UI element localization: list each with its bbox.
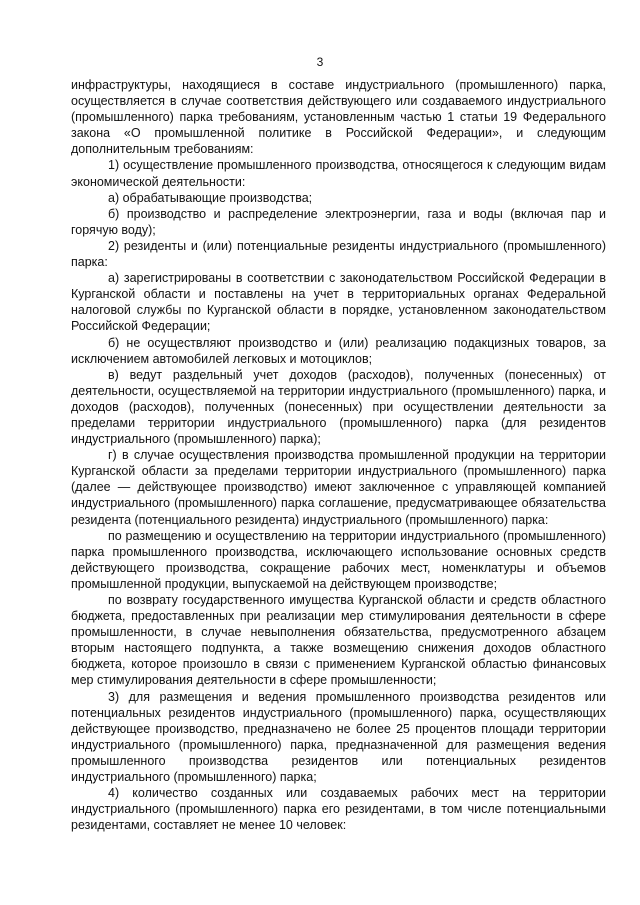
paragraph: б) не осуществляют производство и (или) реализацию подакцизных товаров, за исключением автомобилей легковых и мотоциклов;	[71, 335, 606, 366]
paragraph: по размещению и осуществлению на территории индустриального (промышленного) парка промышленного производства, исключающего использование основных средств действующего производства, сокращение рабочих мест, номенклатуры и объемов промышленной продукции, выпускаемой на действующем производстве;	[71, 528, 606, 591]
document-body	[71, 77, 606, 833]
paragraph: г) в случае осуществления производства промышленной продукции на территории Курганской области за пределами территории индустриального (промышленного) парка (далее — действующее производство) имеют заключенное с управляющей компанией индустриального (промышленного) парка соглашение, предусматривающее обязательства резидента (потенциального резидента) индустриального (промышленного) парка:	[71, 448, 606, 527]
paragraph: 2) резиденты и (или) потенциальные резиденты индустриального (промышленного) парка:	[71, 238, 606, 270]
paragraph: б) производство и распределение электроэнергии, газа и воды (включая пар и горячую воду);	[71, 206, 606, 237]
paragraph: по возврату государственного имущества Курганской области и средств областного бюджета, предоставленных при реализации мер стимулирования деятельности в сфере промышленности, в случае невыполнения обязательства, предусмотренного абзацем вторым настоящего подпункта, а также возмещению снижения доходов областного бюджета, которое произошло в связи с применением Курганской областью финансовых мер стимулирования деятельности в сфере промышленности;	[71, 593, 606, 688]
paragraph: в) ведут раздельный учет доходов (расходов), полученных (понесенных) от деятельности, осуществляемой на территории индустриального (промышленного) парка, и доходов (расходов), полученных (понесенных) при осуществлении деятельности за пределами территории индустриального (промышленного) парка (для резидентов индустриального (промышленного) парка);	[71, 367, 606, 447]
paragraph: 4) количество созданных или создаваемых рабочих мест на территории индустриального (промышленного) парка его резидентами, в том числе потенциальными резидентами, составляет не менее 10 человек:	[71, 786, 606, 833]
paragraph: 1) осуществление промышленного производства, относящегося к следующим видам экономической деятельности:	[71, 158, 606, 189]
paragraph: а) обрабатывающие производства;	[108, 190, 313, 205]
paragraph: инфраструктуры, находящиеся в составе индустриального (промышленного) парка, осуществляется в случае соответствия действующего или создаваемого индустриального (промышленного) парка требованиям, установленным частью 1 статьи 19 Федерального закона «О промышленной политике в Российской Федерации», и следующим дополнительным требованиям:	[71, 78, 606, 157]
page-number: 3	[316, 55, 324, 69]
paragraph: а) зарегистрированы в соответствии с законодательством Российской Федерации в Курганской области и поставлены на учет в территориальных органах Федеральной налоговой службы по Курганской области в порядке, установленном законодательством Российской Федерации;	[71, 271, 606, 334]
paragraph: 3) для размещения и ведения промышленного производства резидентов или потенциальных резидентов индустриального (промышленного) парка, осуществляющих действующее производство, предназначено не более 25 процентов площади территории индустриального (промышленного) парка, предназначенной для размещения ведения промышленного производства резидентов или потенциальных резидентов индустриального (промышленного) парка;	[71, 689, 606, 785]
